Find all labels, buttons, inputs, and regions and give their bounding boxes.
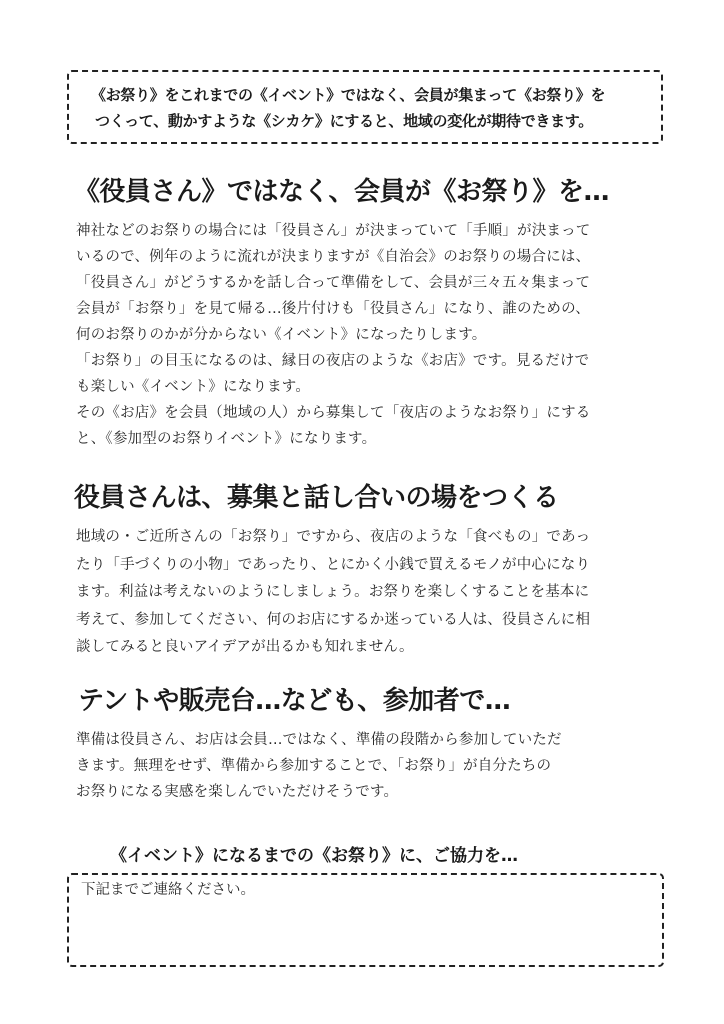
section2-body (76, 524, 656, 662)
section1-line: 何のお祭りのかが分からない《イベント》になったりします。 (76, 327, 487, 343)
section1-line: その《お店》を会員（地域の人）から募集して「夜店のようなお祭り」にする (76, 405, 591, 421)
section2-line: 地域の・ご近所さんの「お祭り」ですから、夜店のような「食べもの」であっ (76, 529, 591, 545)
section3-line: お祭りになる実感を楽しんでいただけそうです。 (76, 784, 399, 800)
intro-box (67, 70, 663, 144)
section3-body (76, 727, 656, 805)
section1-heading: 《役員さん》ではなく、会員が《お祭り》を… (74, 177, 609, 207)
section1-line: 「お祭り」の目玉になるのは、縁日の夜店のような《お店》です。見るだけで (76, 353, 590, 369)
section1-line: も楽しい《イベント》になります。 (76, 379, 311, 395)
section2-line: たり「手づくりの小物」であったり、とにかく小銭で買えるモノが中心になり (76, 556, 591, 573)
intro-line-2: つくって、動かすような《シカケ》にすると、地域の変化が期待できます。 (95, 112, 594, 130)
footer-title: 《イベント》になるまでの《お祭り》に、ご協力を… (110, 846, 518, 866)
section3-line: きます。無理をせず、準備から参加することで、「お祭り」が自分たちの (76, 758, 552, 774)
section2-line: 考えて、参加してください、何のお店にするか迷っている人は、役員さんに相 (76, 611, 591, 628)
section2-heading: 役員さんは、募集と話し合いの場をつくる (74, 483, 559, 513)
section3-line: 準備は役員さん、お店は会員…ではなく、準備の段階から参加していただ (76, 732, 562, 748)
section3-heading: テントや販売台…なども、参加者で… (78, 686, 511, 716)
intro-line-1: 《お祭り》をこれまでの《イベント》ではなく、会員が集まって《お祭り》を (91, 86, 606, 104)
section1-line: と、《参加型のお祭りイベント》になります。 (76, 431, 377, 447)
contact-box (67, 873, 664, 967)
section1-line: いるので、例年のように流れが決まりますが《自治会》のお祭りの場合には、 (76, 249, 591, 265)
section1-line: 会員が「お祭り」を見て帰る…後片付けも「役員さん」になり、誰のための、 (76, 301, 590, 317)
section2-line: ます。利益は考えないのようにしましょう。お祭りを楽しくすることを基本に (76, 584, 590, 600)
section1-body (76, 218, 656, 452)
section1-line: 「役員さん」がどうするかを話し合って準備をして、会員が三々五々集まって (76, 275, 591, 291)
contact-text: 下記までご連絡ください。 (81, 882, 255, 898)
section1-line: 神社などのお祭りの場合には「役員さん」が決まっていて「手順」が決まって (76, 223, 591, 239)
section2-line: 談してみると良いアイデアが出るかも知れません。 (76, 639, 414, 655)
